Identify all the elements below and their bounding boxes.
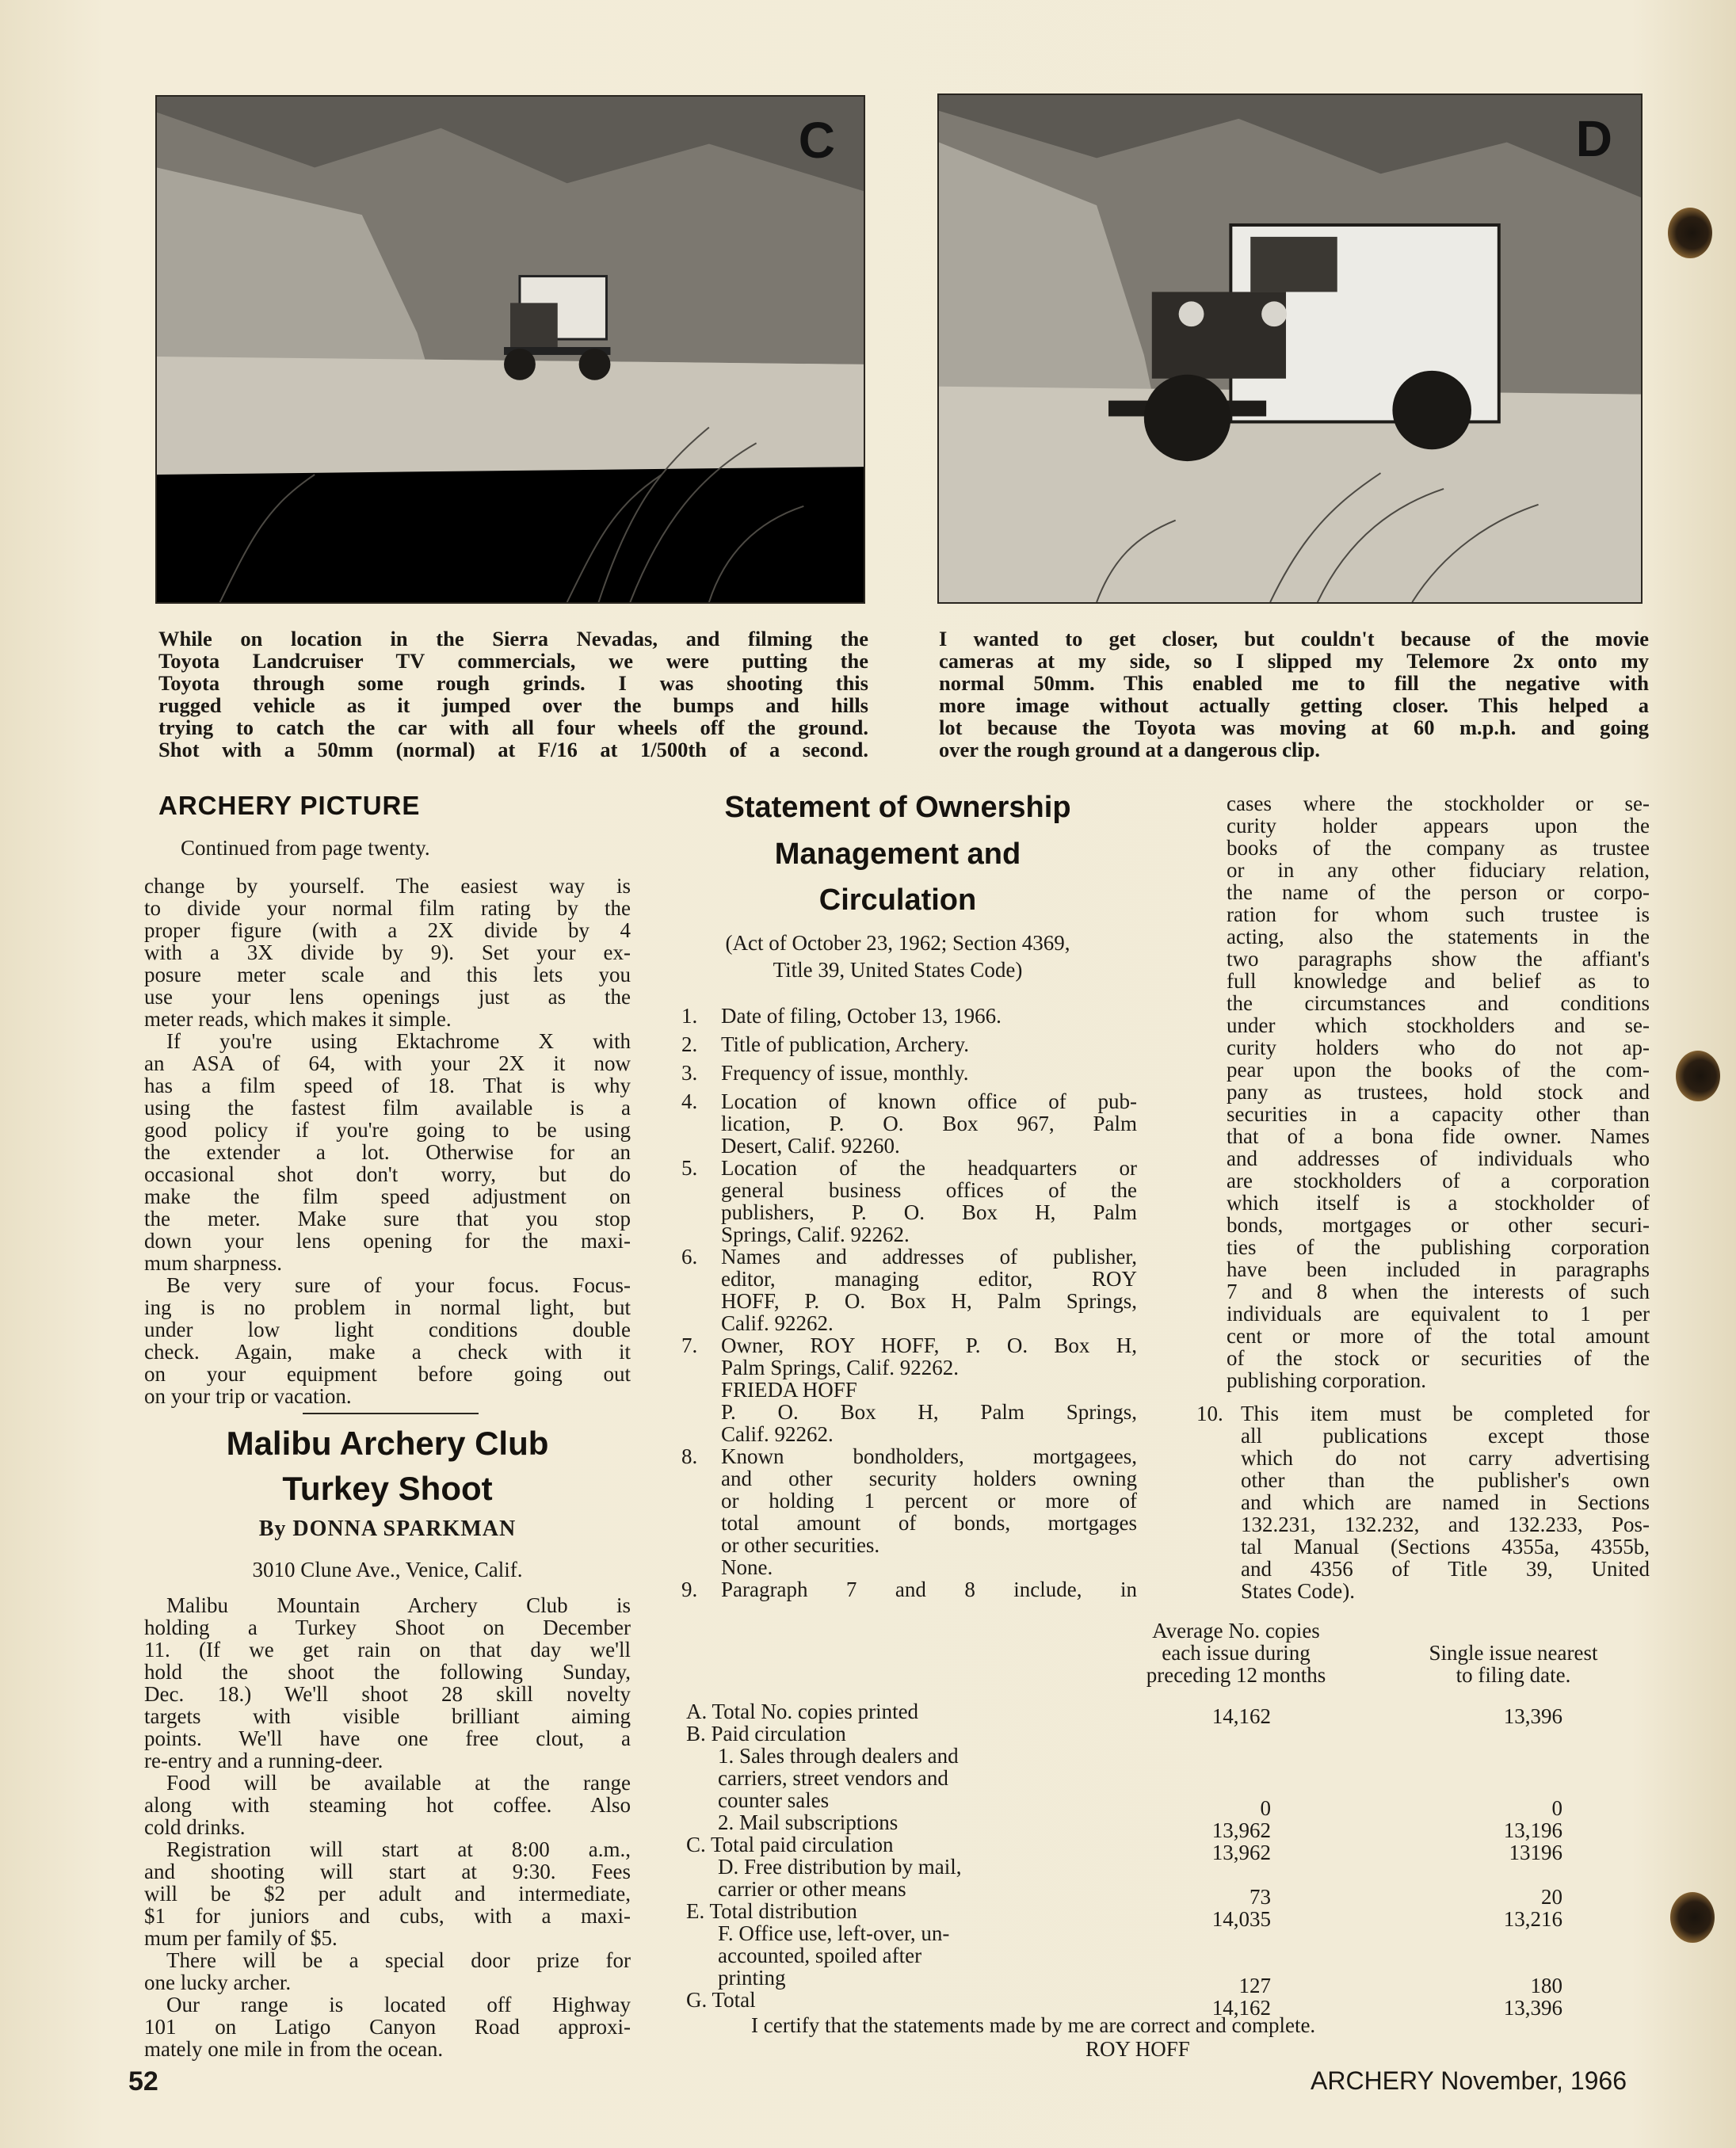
body-line: occasional shot don't worry, but do bbox=[144, 1162, 631, 1186]
archery-picture-continued: Continued from page twenty. bbox=[181, 836, 430, 860]
header-line: Single issue nearest bbox=[1429, 1641, 1598, 1665]
row-label: B. Paid circulation bbox=[686, 1722, 846, 1745]
body-line: change by yourself. The easiest way is bbox=[144, 874, 631, 898]
item-number: 6. bbox=[681, 1245, 698, 1269]
item-line: Palm Springs, Calif. 92262. bbox=[721, 1356, 960, 1379]
statement-item-3 bbox=[681, 1062, 1141, 1084]
statement-act-line-1: (Act of October 23, 1962; Section 4369, bbox=[725, 931, 1070, 955]
body-line: Dec. 18.) We'll shoot 28 skill novelty bbox=[144, 1682, 631, 1706]
table-row bbox=[686, 1966, 1605, 1997]
item-line: and other security holders owning bbox=[721, 1467, 1137, 1490]
malibu-title-line-1: Malibu Archery Club bbox=[226, 1425, 549, 1462]
row-average-value: 14,162 bbox=[1211, 1704, 1271, 1728]
statement-item-7 bbox=[681, 1334, 1137, 1445]
item-line: Title of publication, Archery. bbox=[721, 1032, 969, 1056]
body-line: one lucky archer. bbox=[144, 1971, 292, 1994]
row-label: D. Free distribution by mail, bbox=[718, 1855, 962, 1879]
item-line: editor, managing editor, ROY bbox=[721, 1267, 1137, 1291]
item-line: tal Manual (Sections 4355a, 4355b, bbox=[1241, 1535, 1650, 1559]
body-line: to divide your normal film rating by the bbox=[144, 896, 631, 920]
item-line: Names and addresses of publisher, bbox=[721, 1245, 1137, 1269]
body-line: 7 and 8 when the interests of such bbox=[1227, 1280, 1650, 1303]
body-line: hold the shoot the following Sunday, bbox=[144, 1660, 631, 1684]
row-label: 2. Mail subscriptions bbox=[718, 1810, 899, 1834]
photo-d-scene bbox=[939, 95, 1641, 602]
body-line: proper figure (with a 2X divide by 4 bbox=[144, 918, 631, 942]
body-line: check. Again, make a check with it bbox=[144, 1340, 631, 1364]
body-line: full knowledge and belief as to bbox=[1227, 969, 1650, 993]
header-line: to filing date. bbox=[1456, 1663, 1571, 1687]
item-line: which do not carry advertising bbox=[1241, 1446, 1650, 1470]
row-average-value: 13,962 bbox=[1211, 1818, 1271, 1842]
publication-footer: ARCHERY November, 1966 bbox=[1311, 2066, 1627, 2095]
item-number: 4. bbox=[681, 1089, 698, 1113]
statement-item-10 bbox=[1196, 1402, 1650, 1602]
caption-line: normal 50mm. This enabled me to fill the negative with bbox=[939, 671, 1649, 695]
row-label: A. Total No. copies printed bbox=[686, 1700, 919, 1723]
body-line: that of a bona fide owner. Names bbox=[1227, 1124, 1650, 1148]
photo-c-letter: C bbox=[798, 112, 835, 169]
item-line: other than the publisher's own bbox=[1241, 1468, 1650, 1492]
table-row bbox=[686, 1745, 1605, 1767]
table-row bbox=[686, 1856, 1605, 1878]
item-line: and which are named in Sections bbox=[1241, 1490, 1650, 1514]
article-divider-rule bbox=[303, 1413, 479, 1414]
body-line: Food will be available at the range bbox=[166, 1771, 631, 1795]
circulation-header-single bbox=[1383, 1642, 1644, 1686]
item-number: 2. bbox=[681, 1032, 698, 1056]
item-line: total amount of bonds, mortgages bbox=[721, 1511, 1137, 1535]
table-row bbox=[686, 1767, 1605, 1789]
certification-statement: I certify that the statements made by me are correct and complete. bbox=[751, 2013, 1316, 2037]
punch-hole-top bbox=[1668, 208, 1712, 258]
malibu-byline: By DONNA SPARKMAN bbox=[258, 1517, 517, 1541]
body-line: under which stockholders and se- bbox=[1227, 1013, 1650, 1037]
table-row bbox=[686, 1788, 1605, 1820]
body-line: are stockholders of a corporation bbox=[1227, 1169, 1650, 1192]
body-line: the meter. Make sure that you stop bbox=[144, 1207, 631, 1230]
body-line: under low light conditions double bbox=[144, 1318, 631, 1341]
caption-line: lot because the Toyota was moving at 60 m.p.h. and going bbox=[939, 715, 1649, 739]
item-number: 10. bbox=[1196, 1402, 1223, 1425]
body-line: make the film speed adjustment on bbox=[144, 1185, 631, 1208]
statement-title-line-2: Management and bbox=[774, 837, 1021, 871]
table-row bbox=[686, 1723, 1605, 1745]
body-line: the circumstances and conditions bbox=[1227, 991, 1650, 1015]
statement-item-5 bbox=[681, 1157, 1137, 1246]
table-row bbox=[686, 1922, 1605, 1944]
body-line: on your equipment before going out bbox=[144, 1362, 631, 1386]
body-line: meter reads, which makes it simple. bbox=[144, 1007, 452, 1031]
statement-act-line-2: Title 39, United States Code) bbox=[773, 958, 1023, 982]
table-row bbox=[686, 1833, 1605, 1864]
table-row bbox=[686, 1944, 1605, 1967]
body-line: down your lens opening for the maxi- bbox=[144, 1229, 631, 1253]
photo-c-scene bbox=[157, 97, 864, 602]
row-single-value: 13,396 bbox=[1503, 1996, 1562, 2020]
item-line: lication, P. O. Box 967, Palm bbox=[721, 1112, 1137, 1135]
photo-d-caption bbox=[939, 628, 1649, 761]
caption-line: Shot with a 50mm (normal) at F/16 at 1/500th of a second. bbox=[158, 738, 868, 761]
row-label: G. Total bbox=[686, 1988, 756, 2012]
body-line: holding a Turkey Shoot on December bbox=[144, 1616, 631, 1639]
statement-item-6 bbox=[681, 1246, 1137, 1334]
body-line: with a 3X divide by 9). Set your ex- bbox=[144, 940, 631, 964]
body-line: targets with visible brilliant aiming bbox=[144, 1704, 631, 1728]
row-average-value: 73 bbox=[1250, 1885, 1271, 1909]
row-single-value: 20 bbox=[1541, 1885, 1562, 1909]
body-line: cold drinks. bbox=[144, 1815, 246, 1839]
body-line: cases where the stockholder or se- bbox=[1227, 792, 1650, 815]
caption-line: cameras at my side, so I slipped my Telemore 2x onto my bbox=[939, 649, 1649, 673]
table-row bbox=[686, 1988, 1605, 2020]
body-line: curity holder appears upon the bbox=[1227, 814, 1650, 837]
body-line: ing is no problem in normal light, but bbox=[144, 1295, 631, 1319]
body-line: Malibu Mountain Archery Club is bbox=[166, 1593, 631, 1617]
caption-line: Toyota through some rough grinds. I was shooting this bbox=[158, 671, 868, 695]
item-line: all publications except those bbox=[1241, 1424, 1650, 1448]
body-line: If you're using Ektachrome X with bbox=[166, 1029, 631, 1053]
item-line: None. bbox=[721, 1555, 773, 1579]
body-line: an ASA of 64, with your 2X it now bbox=[144, 1051, 631, 1075]
row-average-value: 14,035 bbox=[1211, 1907, 1271, 1931]
statement-item-2 bbox=[681, 1033, 1141, 1055]
body-line: $1 for juniors and cubs, with a maxi- bbox=[144, 1904, 631, 1928]
item-line: 132.231, 132.232, and 132.233, Pos- bbox=[1241, 1513, 1650, 1536]
body-line: Our range is located off Highway bbox=[166, 1993, 631, 2016]
item-line: Calif. 92262. bbox=[721, 1422, 834, 1446]
item-line: or holding 1 percent or more of bbox=[721, 1489, 1137, 1513]
row-label: C. Total paid circulation bbox=[686, 1833, 894, 1856]
item-line: Date of filing, October 13, 1966. bbox=[721, 1004, 1002, 1028]
caption-line: While on location in the Sierra Nevadas, and filming the bbox=[158, 627, 868, 651]
row-average-value: 14,162 bbox=[1211, 1996, 1271, 2020]
body-line: posure meter scale and this lets you bbox=[144, 963, 631, 986]
caption-line: more image without actually getting closer. This helped a bbox=[939, 693, 1649, 717]
caption-line: Toyota Landcruiser TV commercials, we were putting the bbox=[158, 649, 868, 673]
body-line: two paragraphs show the affiant's bbox=[1227, 947, 1650, 971]
circulation-header-average bbox=[1093, 1620, 1379, 1686]
statement-title-line-1: Statement of Ownership bbox=[724, 791, 1071, 824]
body-line: books of the company as trustee bbox=[1227, 836, 1650, 860]
body-line: using the fastest film available is a bbox=[144, 1096, 631, 1120]
item-line: or other securities. bbox=[721, 1533, 880, 1557]
item-line: Location of the headquarters or bbox=[721, 1156, 1137, 1180]
row-label: printing bbox=[718, 1966, 786, 1990]
punch-hole-middle bbox=[1676, 1051, 1720, 1101]
page-number: 52 bbox=[128, 2066, 158, 2096]
body-line: or in any other fiduciary relation, bbox=[1227, 858, 1650, 882]
caption-line: trying to catch the car with all four wheels off the ground. bbox=[158, 715, 868, 739]
item-line: Owner, ROY HOFF, P. O. Box H, bbox=[721, 1333, 1137, 1357]
item-number: 5. bbox=[681, 1156, 698, 1180]
caption-line: I wanted to get closer, but couldn't because of the movie bbox=[939, 627, 1649, 651]
statement-item-9 bbox=[681, 1578, 1137, 1601]
certification-signature: ROY HOFF bbox=[1085, 2037, 1190, 2061]
item-line: Frequency of issue, monthly. bbox=[721, 1061, 969, 1085]
body-line: mately one mile in from the ocean. bbox=[144, 2037, 444, 2061]
row-label: E. Total distribution bbox=[686, 1899, 857, 1923]
header-line: each issue during bbox=[1162, 1641, 1311, 1665]
statement-item-1 bbox=[681, 1005, 1141, 1027]
body-line: use your lens openings just as the bbox=[144, 985, 631, 1009]
row-single-value: 13,216 bbox=[1503, 1907, 1562, 1931]
item-line: FRIEDA HOFF bbox=[721, 1378, 857, 1402]
body-line: which itself is a stockholder of bbox=[1227, 1191, 1650, 1215]
body-line: on your trip or vacation. bbox=[144, 1384, 352, 1408]
body-line: individuals are equivalent to 1 per bbox=[1227, 1302, 1650, 1326]
item-line: and 4356 of Title 39, United bbox=[1241, 1557, 1650, 1581]
row-single-value: 13,396 bbox=[1503, 1704, 1562, 1728]
item-line: Paragraph 7 and 8 include, in bbox=[721, 1578, 1137, 1601]
body-line: re-entry and a running-deer. bbox=[144, 1749, 383, 1772]
table-row bbox=[686, 1700, 1605, 1728]
table-row bbox=[686, 1899, 1605, 1931]
body-line: curity holders who do not ap- bbox=[1227, 1036, 1650, 1059]
body-line: acting, also the statements in the bbox=[1227, 925, 1650, 948]
body-line: has a film speed of 18. That is why bbox=[144, 1074, 631, 1097]
statement-title-line-3: Circulation bbox=[818, 883, 977, 917]
body-line: ration for whom such trustee is bbox=[1227, 902, 1650, 926]
item-line: Desert, Calif. 92260. bbox=[721, 1134, 900, 1158]
row-average-value: 127 bbox=[1238, 1974, 1271, 1997]
punch-hole-bottom bbox=[1670, 1892, 1715, 1943]
item-number: 8. bbox=[681, 1444, 698, 1468]
row-label: carrier or other means bbox=[718, 1877, 906, 1901]
body-line: points. We'll have one free clout, a bbox=[144, 1726, 631, 1750]
item-line: Springs, Calif. 92262. bbox=[721, 1223, 910, 1246]
item-line: general business offices of the bbox=[721, 1178, 1137, 1202]
body-line: publishing corporation. bbox=[1227, 1368, 1426, 1392]
header-line: Average No. copies bbox=[1152, 1619, 1320, 1642]
item-line: Calif. 92262. bbox=[721, 1311, 834, 1335]
item-line: HOFF, P. O. Box H, Palm Springs, bbox=[721, 1289, 1137, 1313]
body-line: pear upon the books of the com- bbox=[1227, 1058, 1650, 1082]
malibu-body bbox=[144, 1594, 631, 2060]
body-line: good policy if you're going to be using bbox=[144, 1118, 631, 1142]
statement-item-9-continued bbox=[1227, 792, 1650, 1391]
caption-line: over the rough ground at a dangerous clip. bbox=[939, 738, 1320, 761]
item-line: P. O. Box H, Palm Springs, bbox=[721, 1400, 1137, 1424]
row-label: 1. Sales through dealers and bbox=[718, 1744, 959, 1768]
photo-c-caption bbox=[158, 628, 868, 761]
photo-d-letter: D bbox=[1575, 110, 1612, 167]
body-line: pany as trustees, hold stock and bbox=[1227, 1080, 1650, 1104]
item-number: 1. bbox=[681, 1004, 698, 1028]
body-line: along with steaming hot coffee. Also bbox=[144, 1793, 631, 1817]
body-line: ties of the publishing corporation bbox=[1227, 1235, 1650, 1259]
item-line: publishers, P. O. Box H, Palm bbox=[721, 1200, 1137, 1224]
body-line: securities in a capacity other than bbox=[1227, 1102, 1650, 1126]
body-line: Be very sure of your focus. Focus- bbox=[166, 1273, 631, 1297]
body-line: the name of the person or corpo- bbox=[1227, 880, 1650, 904]
row-label: counter sales bbox=[718, 1788, 830, 1812]
row-label: F. Office use, left-over, un- bbox=[718, 1921, 950, 1945]
archery-picture-heading: ARCHERY PICTURE bbox=[158, 791, 421, 820]
body-line: have been included in paragraphs bbox=[1227, 1257, 1650, 1281]
statement-item-8 bbox=[681, 1445, 1137, 1578]
statement-item-4 bbox=[681, 1090, 1137, 1157]
caption-line: rugged vehicle as it jumped over the bumps and hills bbox=[158, 693, 868, 717]
body-line: and addresses of individuals who bbox=[1227, 1146, 1650, 1170]
item-line: This item must be completed for bbox=[1241, 1402, 1650, 1425]
body-line: bonds, mortgages or other securi- bbox=[1227, 1213, 1650, 1237]
body-line: and shooting will start at 9:30. Fees bbox=[144, 1860, 631, 1883]
item-line: Known bondholders, mortgagees, bbox=[721, 1444, 1137, 1468]
body-line: 11. (If we get rain on that day we'll bbox=[144, 1638, 631, 1662]
malibu-title-line-2: Turkey Shoot bbox=[282, 1470, 493, 1507]
body-line: There will be a special door prize for bbox=[166, 1948, 631, 1972]
malibu-address: 3010 Clune Ave., Venice, Calif. bbox=[252, 1558, 523, 1581]
body-line: 101 on Latigo Canyon Road approxi- bbox=[144, 2015, 631, 2039]
body-line: Registration will start at 8:00 a.m., bbox=[166, 1837, 631, 1861]
body-line: mum per family of $5. bbox=[144, 1926, 338, 1950]
row-single-value: 13196 bbox=[1509, 1841, 1562, 1864]
row-average-value: 13,962 bbox=[1211, 1841, 1271, 1864]
body-line: cent or more of the total amount bbox=[1227, 1324, 1650, 1348]
item-number: 9. bbox=[681, 1578, 698, 1601]
header-line: preceding 12 months bbox=[1146, 1663, 1326, 1687]
row-average-value: 0 bbox=[1260, 1796, 1271, 1820]
archery-picture-body bbox=[144, 875, 631, 1407]
body-line: will be $2 per adult and intermediate, bbox=[144, 1882, 631, 1906]
photo-d-toyota-close bbox=[937, 93, 1643, 604]
row-label: carriers, street vendors and bbox=[718, 1766, 948, 1790]
row-single-value: 0 bbox=[1551, 1796, 1562, 1820]
photo-c-toyota-distant bbox=[155, 95, 865, 604]
body-line: of the stock or securities of the bbox=[1227, 1346, 1650, 1370]
item-line: Location of known office of pub- bbox=[721, 1089, 1137, 1113]
body-line: the extender a lot. Otherwise for an bbox=[144, 1140, 631, 1164]
body-line: mum sharpness. bbox=[144, 1251, 282, 1275]
row-single-value: 180 bbox=[1530, 1974, 1562, 1997]
row-single-value: 13,196 bbox=[1503, 1818, 1562, 1842]
item-number: 3. bbox=[681, 1061, 698, 1085]
item-line: States Code). bbox=[1241, 1579, 1355, 1603]
row-label: accounted, spoiled after bbox=[718, 1944, 922, 1967]
table-row bbox=[686, 1877, 1605, 1909]
item-number: 7. bbox=[681, 1333, 698, 1357]
table-row bbox=[686, 1810, 1605, 1842]
